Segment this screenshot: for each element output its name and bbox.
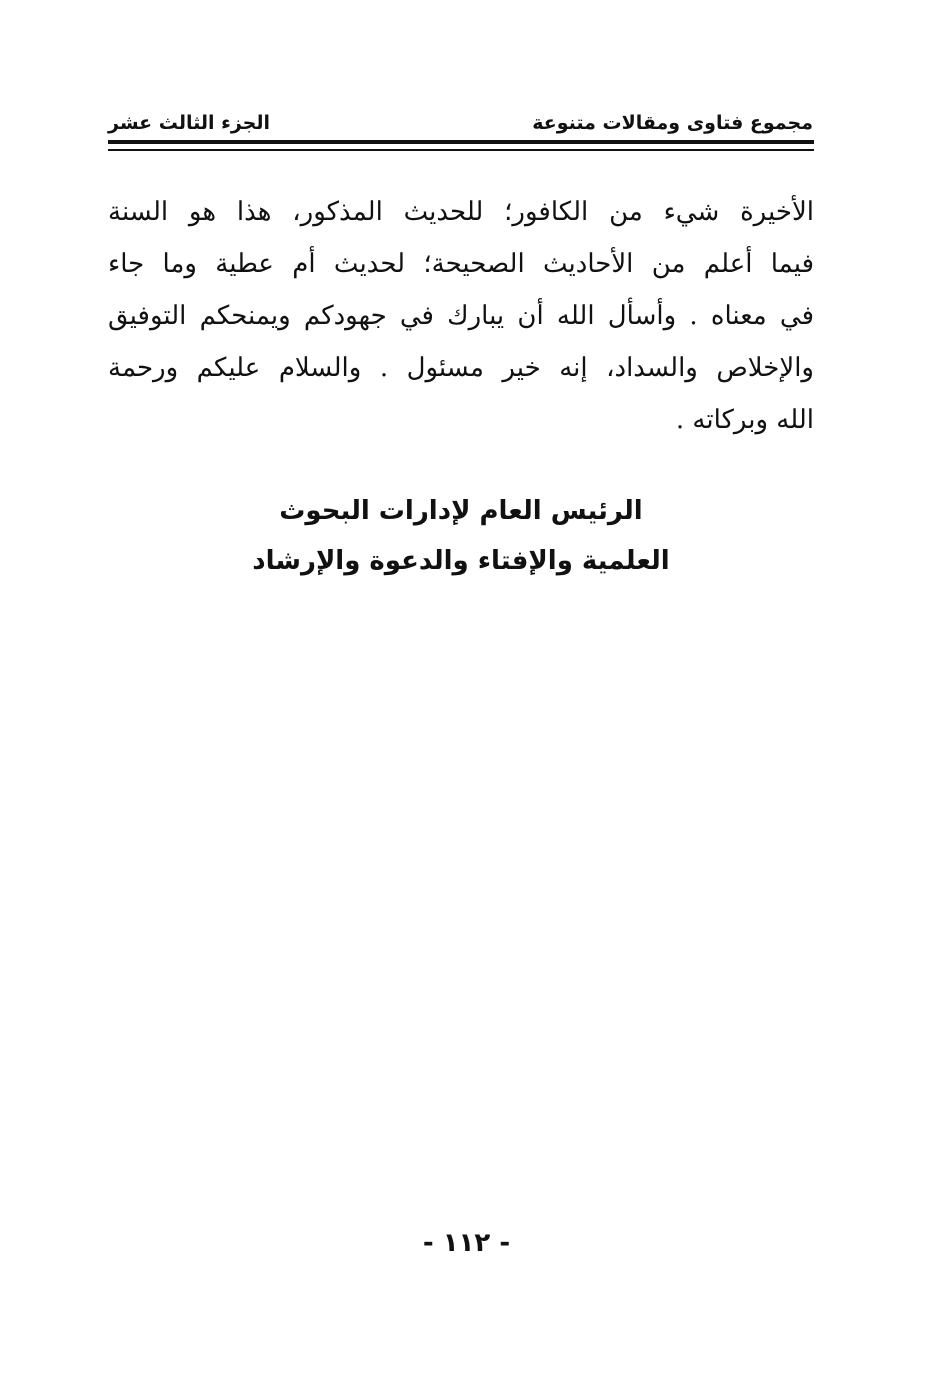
body-line: فيما أعلم من الأحاديث الصحيحة؛ لحديث أم عطية وما جاء <box>108 249 814 279</box>
body-line: الله وبركاته . <box>675 405 814 435</box>
body-line: والإخلاص والسداد، إنه خير مسئول . والسلام عليكم ورحمة <box>108 353 814 383</box>
book-title: مجموع فتاوى ومقالات متنوعة <box>532 112 813 134</box>
signature-line-1: الرئيس العام لإدارات البحوث <box>279 496 643 526</box>
header-rule-thick <box>108 140 814 144</box>
signature-line-2: العلمية والإفتاء والدعوة والإرشاد <box>252 546 670 576</box>
body-line: في معناه . وأسأل الله أن يبارك في جهودكم ويمنحكم التوفيق <box>108 301 814 331</box>
running-header <box>108 104 813 134</box>
body-paragraph <box>108 186 814 446</box>
body-line: الأخيرة شيء من الكافور؛ للحديث المذكور، هذا هو السنة <box>108 197 814 227</box>
signature-block <box>108 486 814 586</box>
page-number: - ١١٢ - <box>422 1228 511 1258</box>
header-rule-thin <box>108 149 814 151</box>
volume-label: الجزء الثالث عشر <box>108 112 271 134</box>
